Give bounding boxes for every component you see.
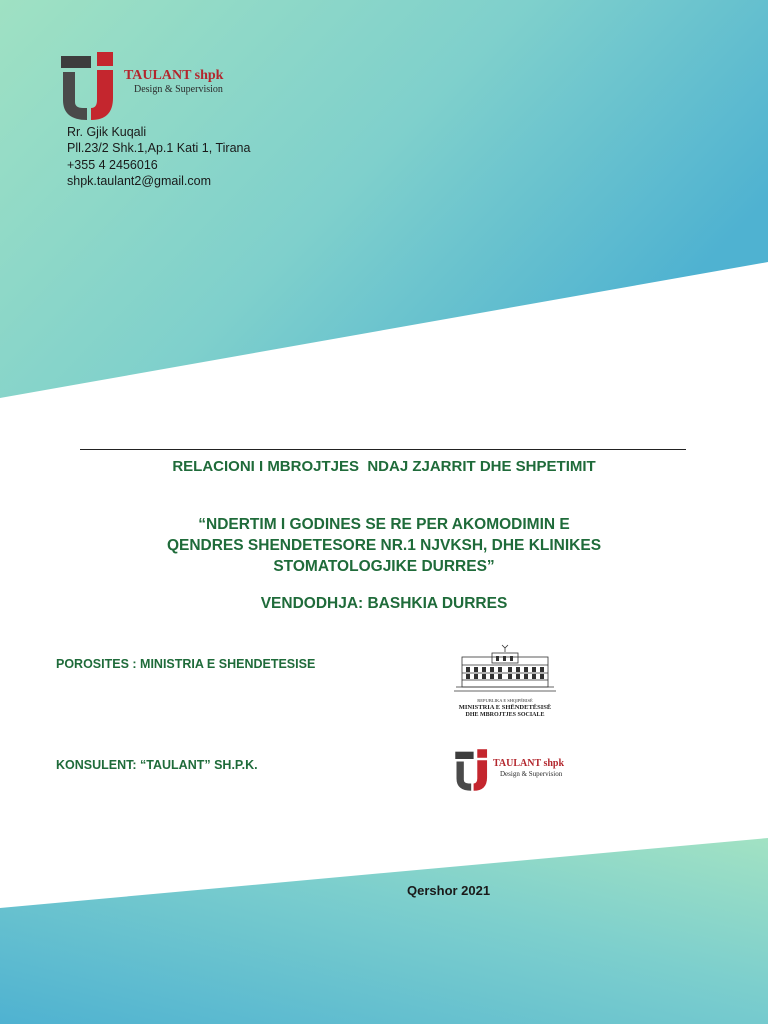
ministry-line-3: DHE MBROJTJES SOCIALE [465, 712, 545, 718]
company-logo-mark [61, 50, 119, 122]
project-title-line-1: “NDERTIM I GODINES SE RE PER AKOMODIMIN E [198, 516, 570, 533]
ministry-line-1: REPUBLIKA E SHQIPËRISË [477, 698, 533, 703]
consultant-logo-name: TAULANT shpk [493, 758, 565, 769]
title-divider [80, 449, 686, 450]
consultant-logo-mark [455, 748, 491, 792]
project-title-line-2: QENDRES SHENDETESORE NR.1 NJVKSH, DHE KLINIKES [166, 537, 602, 554]
project-title [0, 514, 768, 577]
consultant-logo [455, 748, 575, 792]
company-logo [61, 50, 261, 122]
address-email: shpk.taulant2@gmail.com [67, 173, 212, 188]
company-tagline: Design & Supervision [134, 84, 223, 95]
project-location: VENDODHJA: BASHKIA DURRES [260, 595, 508, 612]
address-street: Rr. Gjik Kuqali [67, 125, 147, 139]
address-phone: +355 4 2456016 [67, 157, 158, 172]
project-title-line-3: STOMATOLOGJIKE DURRES” [273, 558, 495, 575]
client-label: POROSITES : MINISTRIA E SHENDETESISE [56, 657, 316, 671]
company-address [67, 124, 250, 189]
ministry-building-icon [452, 643, 558, 701]
document-date: Qershor 2021 [407, 883, 491, 898]
ministry-logo [452, 643, 558, 721]
address-building: Pll.23/2 Shk.1,Ap.1 Kati 1, Tirana [67, 141, 251, 156]
consultant-logo-tagline: Design & Supervision [500, 770, 563, 778]
bottom-gradient-band [0, 838, 768, 1024]
document-heading: RELACIONI I MBROJTJES NDAJ ZJARRIT DHE SHPETIMIT [172, 458, 596, 475]
ministry-line-2: MINISTRIA E SHËNDETËSISË [458, 704, 552, 711]
company-name: TAULANT shpk [124, 68, 224, 83]
consultant-label: KONSULENT: “TAULANT” SH.P.K. [56, 758, 258, 772]
